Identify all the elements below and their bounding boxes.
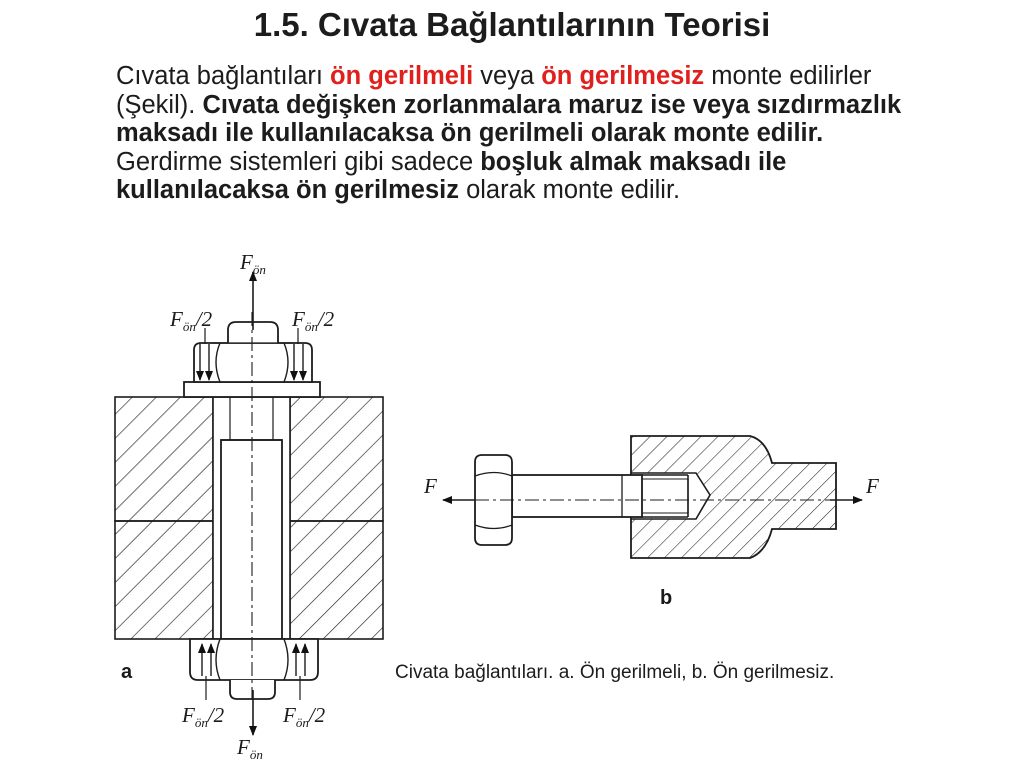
page-title: 1.5. Cıvata Bağlantılarının Teorisi (253, 6, 771, 43)
bottom-nut (190, 639, 318, 680)
figure-caption: Civata bağlantıları. a. Ön gerilmeli, b. Ön gerilmesiz. (395, 662, 835, 683)
force-label-left: F (424, 474, 437, 498)
para-seg-8: boşluk almak maksadı ile kullanılacaksa ön gerilmesiz (116, 147, 787, 204)
figure-a (115, 272, 383, 735)
figure-b (443, 436, 862, 558)
upper-plate-right (290, 397, 383, 521)
force-label-right: F (866, 474, 879, 498)
para-seg-9: olarak monte edilir. (459, 176, 681, 204)
force-label-top: $F_{ön}$ (240, 250, 266, 278)
para-seg-2: ön gerilmeli (330, 62, 474, 90)
para-seg-3: veya (473, 62, 542, 90)
lower-plate-right (290, 521, 383, 639)
para-seg-1: Cıvata bağlantıları (116, 62, 331, 90)
para-seg-6: Cıvata değişken zorlanmalara maruz ise veya sızdırmazlık maksadı ile kullanılacaksa ön gerilmeli olarak monte edilir. (116, 90, 902, 147)
half-force-label-bottom-right: $F_{ön}/2$ (283, 703, 326, 731)
half-force-label-top-left: $F_{ön}/2$ (170, 307, 213, 335)
figure-label-b: b (660, 587, 673, 609)
force-label-bottom: $F_{ön}$ (237, 735, 263, 763)
figure-label-a: a (121, 661, 133, 683)
para-seg-4: ön gerilmesiz (541, 62, 705, 90)
lower-plate-left (115, 521, 213, 639)
upper-plate-left (115, 397, 213, 521)
half-force-label-top-right: $F_{ön}/2$ (292, 307, 335, 335)
half-force-label-bottom-left: $F_{ön}/2$ (182, 703, 225, 731)
para-seg-5: monte edilirler (Şekil). (116, 62, 872, 119)
para-seg-7: Gerdirme sistemleri gibi sadece (116, 147, 481, 176)
